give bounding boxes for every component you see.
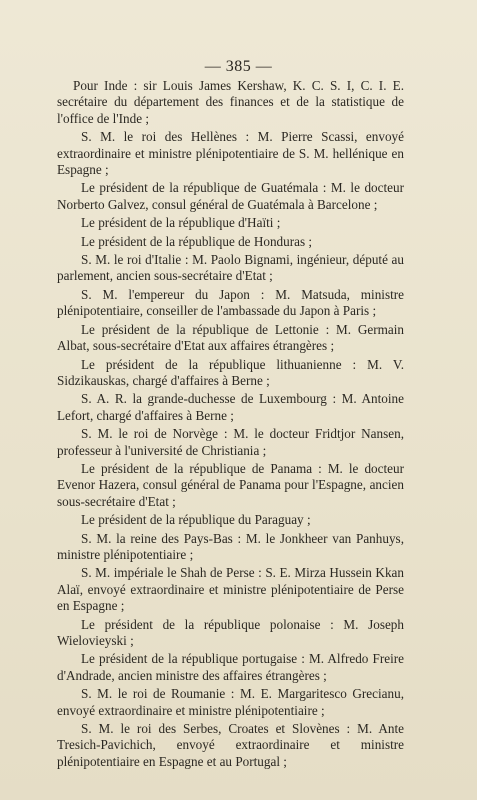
page-number: — 385 — bbox=[204, 58, 273, 75]
paragraph: S. M. l'empereur du Japon : M. Matsuda, ministre plénipotentiaire, conseiller de l'ambassade du Japon à Paris ; bbox=[57, 286, 404, 319]
paragraph: S. M. le roi de Roumanie : M. E. Margaritesco Grecianu, envoyé extraordinaire et ministre plénipotentiaire ; bbox=[57, 686, 404, 718]
paragraph: Le président de la république de Honduras ; bbox=[81, 233, 313, 249]
paragraph: S. M. la reine des Pays-Bas : M. le Jonkheer van Panhuys, ministre plénipotentiaire ; bbox=[57, 530, 404, 562]
paragraph: S. M. impériale le Shah de Perse : S. E. Mirza Hussein Kkan Alaï, envoyé extraordinaire et ministre plénipotentiaire de Perse en Espagne ; bbox=[57, 565, 404, 614]
paragraph: Le président de la république polonaise : M. Joseph Wielovieyski ; bbox=[57, 616, 404, 648]
paragraph: Pour Inde : sir Louis James Kershaw, K. C. S. I, C. I. E. secrétaire du département des finances et de la statistique de l'office de l'Inde ; bbox=[57, 78, 404, 126]
paragraph: Le président de la république lithuanienne : M. V. Sidzikauskas, chargé d'affaires à Berne ; bbox=[57, 356, 404, 388]
paragraph: S. M. le roi d'Italie : M. Paolo Bignami, ingénieur, député au parlement, ancien sous-secrétaire d'Etat ; bbox=[57, 252, 404, 284]
paragraph: Le président de la république portugaise : M. Alfredo Freire d'Andrade, ancien ministre des affaires étrangères ; bbox=[57, 651, 404, 683]
body-text bbox=[57, 78, 404, 772]
paragraph: S. A. R. la grande-duchesse de Luxembourg : M. Antoine Lefort, chargé d'affaires à Berne ; bbox=[57, 391, 404, 423]
paragraph: Le président de la république de Guatémala : M. le docteur Norberto Galvez, consul général de Guatémala à Barcelone ; bbox=[57, 180, 404, 212]
paragraph: Le président de la république de Panama : M. le docteur Evenor Hazera, consul général de Panama pour l'Espagne, ancien sous-secrétaire d'Etat ; bbox=[57, 460, 404, 509]
paragraph: Le président de la république du Paraguay ; bbox=[81, 512, 311, 528]
paragraph: S. M. le roi des Hellènes : M. Pierre Scassi, envoyé extraordinaire et ministre plénipotentiaire de S. M. hellénique en Espagne ; bbox=[57, 129, 404, 178]
paragraph: S. M. le roi des Serbes, Croates et Slovènes : M. Ante Tresich-Pavichich, envoyé extraordinaire et ministre plénipotentiaire en Espagne et au Portugal ; bbox=[57, 721, 404, 769]
paragraph: Le président de la république de Lettonie : M. Germain Albat, sous-secrétaire d'Etat aux affaires étrangères ; bbox=[57, 321, 404, 354]
paragraph: S. M. le roi de Norvège : M. le docteur Fridtjor Nansen, professeur à l'université de Christiania ; bbox=[57, 426, 404, 458]
paragraph: Le président de la république d'Haïti ; bbox=[81, 215, 281, 231]
